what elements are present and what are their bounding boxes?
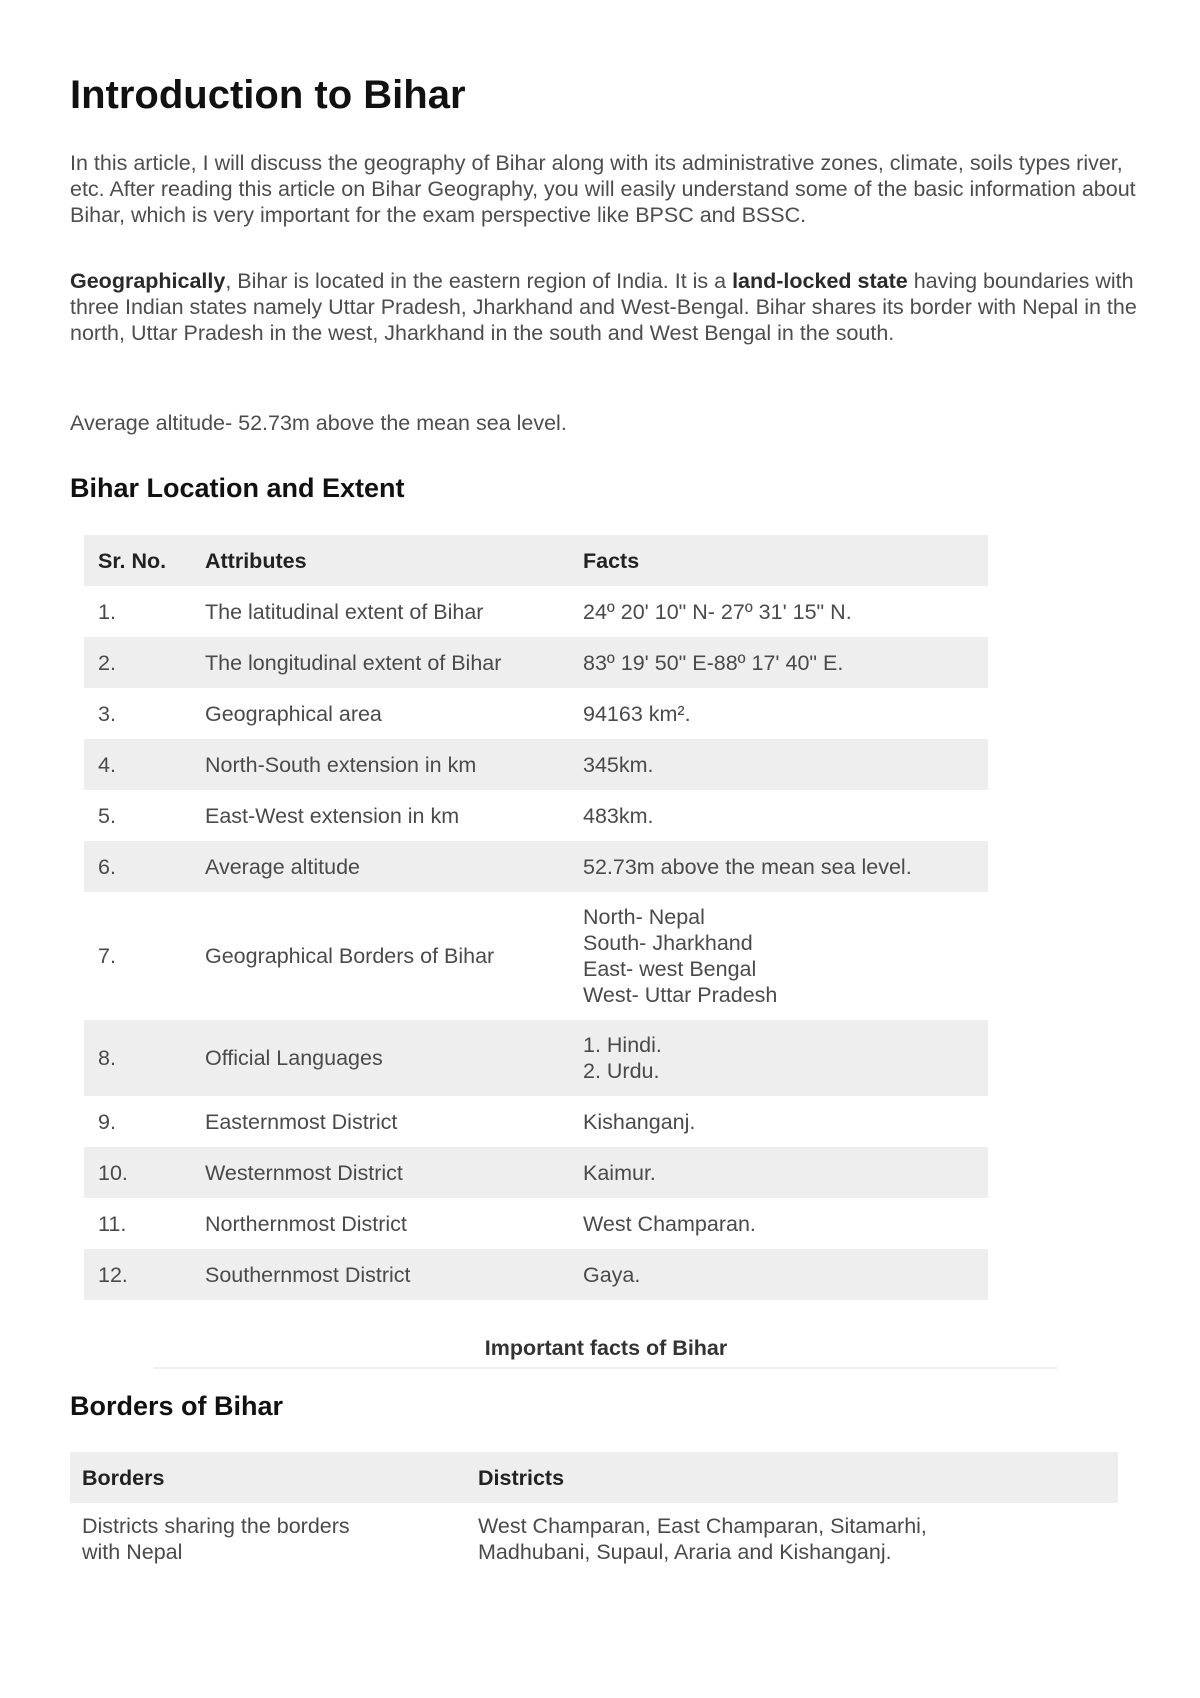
cell-srno: 2.	[84, 637, 191, 688]
page-title: Introduction to Bihar	[70, 73, 466, 117]
cell-facts	[569, 892, 988, 1020]
fact-line: South- Jharkhand	[583, 931, 753, 955]
fact-line: East- west Bengal	[583, 957, 757, 981]
geo-bold-1: Geographically	[70, 269, 226, 293]
cell-attribute: Northernmost District	[205, 1211, 407, 1236]
geo-text-2: having boundaries with three Indian states namely Uttar Pradesh, Jharkhand and West-Bengal. Bihar shares its border with Nepal in the north, Uttar Pradesh in the west, Jharkhand in the south and West Bengal in the south.	[70, 269, 1137, 345]
geo-bold-2: land-locked state	[732, 269, 908, 293]
table-row	[84, 790, 988, 841]
fact-line: 24º 20' 10" N- 27º 31' 15" N.	[583, 599, 852, 624]
district-line: Madhubani, Supaul, Araria and Kishanganj.	[478, 1540, 892, 1564]
cell-facts	[569, 841, 988, 892]
cell-attribute: North-South extension in km	[191, 739, 569, 790]
geography-paragraph	[70, 268, 1145, 346]
table-row	[84, 1249, 988, 1300]
cell-facts	[569, 688, 988, 739]
borders-heading: Borders of Bihar	[70, 1391, 284, 1421]
table-row	[84, 1147, 988, 1198]
fact-line: Kaimur.	[583, 1160, 656, 1185]
district-line: West Champaran, East Champaran, Sitamarhi,	[478, 1514, 927, 1538]
cell-srno: 12.	[84, 1249, 191, 1300]
table-row	[84, 1198, 988, 1249]
facts-table-caption: Important facts of Bihar	[154, 1336, 1058, 1369]
table-row	[84, 1096, 988, 1147]
borders-table-header-row	[70, 1452, 1118, 1503]
cell-srno: 10.	[84, 1147, 191, 1198]
cell-facts	[569, 637, 988, 688]
cell-attribute: Geographical Borders of Bihar	[205, 944, 495, 968]
cell-srno: 4.	[84, 739, 191, 790]
cell-attribute: Southernmost District	[191, 1249, 569, 1300]
cell-facts	[569, 586, 988, 637]
cell-facts	[569, 790, 988, 841]
fact-line: 2. Urdu.	[583, 1059, 660, 1083]
facts-header-srno: Sr. No.	[84, 535, 191, 586]
cell-attribute: Easternmost District	[205, 1109, 398, 1134]
fact-line: 83º 19' 50" E-88º 17' 40" E.	[583, 650, 844, 675]
cell-facts	[569, 1147, 988, 1198]
facts-table-header-row	[84, 535, 988, 586]
cell-attribute: Average altitude	[191, 841, 569, 892]
table-row	[84, 637, 988, 688]
fact-line: Gaya.	[583, 1262, 641, 1287]
location-heading: Bihar Location and Extent	[70, 473, 405, 503]
borders-table	[70, 1452, 1118, 1565]
cell-districts	[466, 1503, 1118, 1565]
cell-srno: 3.	[98, 701, 116, 726]
table-row	[84, 739, 988, 790]
cell-attribute: Geographical area	[205, 701, 382, 726]
table-row	[84, 688, 988, 739]
table-row	[84, 1020, 988, 1096]
fact-line: North- Nepal	[583, 905, 705, 929]
border-line: Districts sharing the borders	[82, 1514, 350, 1538]
cell-srno: 5.	[98, 803, 116, 828]
cell-srno: 8.	[84, 1020, 191, 1096]
fact-line: West Champaran.	[583, 1211, 756, 1236]
cell-srno: 1.	[98, 599, 116, 624]
table-row	[84, 892, 988, 1020]
cell-facts	[569, 1249, 988, 1300]
cell-srno: 11.	[98, 1211, 127, 1236]
fact-line: 1. Hindi.	[583, 1033, 662, 1057]
cell-facts	[569, 1198, 988, 1249]
facts-header-attributes: Attributes	[191, 535, 569, 586]
cell-facts	[569, 1096, 988, 1147]
fact-line: 52.73m above the mean sea level.	[583, 854, 912, 879]
cell-srno: 9.	[98, 1109, 116, 1134]
cell-facts	[569, 739, 988, 790]
fact-line: 94163 km².	[583, 701, 691, 726]
geo-text-1: , Bihar is located in the eastern region of India. It is a	[225, 269, 733, 293]
cell-attribute: Official Languages	[191, 1020, 569, 1096]
fact-line: West- Uttar Pradesh	[583, 983, 778, 1007]
borders-header-borders: Borders	[70, 1452, 466, 1503]
facts-header-facts: Facts	[569, 535, 988, 586]
cell-border	[70, 1503, 466, 1565]
cell-srno: 7.	[98, 944, 116, 968]
cell-attribute: East-West extension in km	[205, 803, 460, 828]
fact-line: Kishanganj.	[583, 1109, 696, 1134]
cell-attribute: Westernmost District	[191, 1147, 569, 1198]
cell-attribute: The latitudinal extent of Bihar	[205, 599, 484, 624]
cell-facts	[569, 1020, 988, 1096]
table-row	[84, 841, 988, 892]
border-line: with Nepal	[82, 1540, 183, 1564]
altitude-paragraph: Average altitude- 52.73m above the mean sea level.	[70, 411, 567, 435]
cell-srno: 6.	[84, 841, 191, 892]
table-row	[84, 586, 988, 637]
cell-attribute: The longitudinal extent of Bihar	[191, 637, 569, 688]
table-row	[70, 1503, 1118, 1565]
borders-header-districts: Districts	[466, 1452, 1118, 1503]
fact-line: 483km.	[583, 803, 654, 828]
fact-line: 345km.	[583, 752, 654, 777]
intro-paragraph: In this article, I will discuss the geography of Bihar along with its administrative zones, climate, soils types river, etc. After reading this article on Bihar Geography, you will easily understand some of the basic information about Bihar, which is very important for the exam perspective like BPSC and BSSC.	[70, 151, 1136, 227]
facts-table	[84, 535, 988, 1300]
